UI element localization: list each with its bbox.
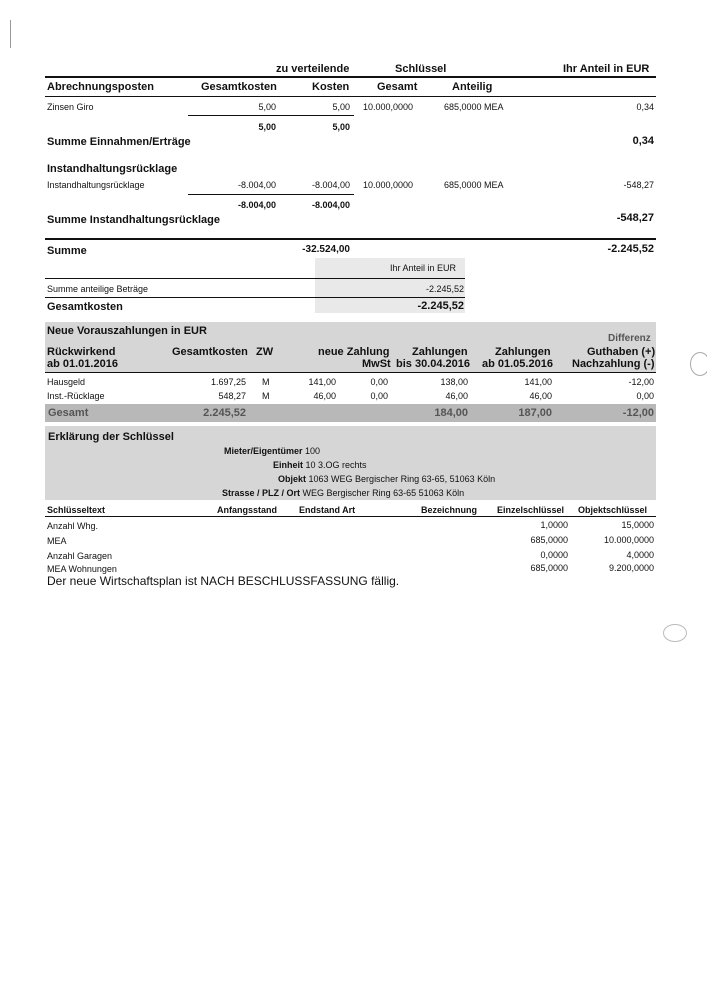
schluessel-row-einzel: 1,0000 [540,520,568,530]
vorauszahlungen-rule [45,372,656,373]
subtotal-rule [188,194,354,195]
vz-row-zw: M [262,391,270,401]
vz-total-bis: 184,00 [434,407,468,419]
col-zahlungen-ab: Zahlungen [495,346,551,358]
summe-einnahmen-label: Summe Einnahmen/Erträge [47,136,191,148]
schluessel-row-einzel: 0,0000 [540,550,568,560]
subtotal-kosten: -8.004,00 [311,200,350,210]
objekt-value: 1063 WEG Bergischer Ring 63-65, 51063 Köln [308,474,496,484]
anteil-box-rule [45,278,465,279]
objekt-label: Objekt [278,474,307,484]
col-schluesseltext: Schlüsseltext [47,505,106,515]
schluessel-row-einzel: 685,0000 [530,535,568,545]
section-heading: Instandhaltungsrücklage [47,163,178,175]
row-kosten: -8.004,00 [311,180,350,190]
row-gesamtkosten: -8.004,00 [237,180,276,190]
row-gesamt: 10.000,0000 [363,180,414,190]
punch-hole-mark [663,624,687,642]
col-header-schluessel: Schlüssel [395,63,447,75]
einheit-label: Einheit [273,460,304,470]
strasse-value: WEG Bergischer Ring 63-65 51063 Köln [302,488,465,498]
schluessel-row-objekt: 15,0000 [621,520,654,530]
vz-total-diff: -12,00 [622,407,654,419]
einheit-value: 10 3.OG rechts [305,460,367,470]
col-mwst: MwSt [362,358,391,370]
vz-total-gesamtkosten: 2.245,52 [203,407,246,419]
vz-row-diff: 0,00 [636,391,654,401]
col-zahlungen-bis-date: bis 30.04.2016 [396,358,471,370]
footer-note: Der neue Wirtschaftsplan ist NACH BESCHLUSSFASSUNG fällig. [47,574,400,588]
vz-row-ab: 141,00 [524,377,552,387]
vz-row-gesamtkosten: 1.697,25 [210,377,246,387]
row-label: Zinsen Giro [47,102,94,112]
objekt-line [278,474,495,484]
col-gesamtkosten: Gesamtkosten [172,346,248,358]
vz-row-neue-zahlung: 141,00 [308,377,336,387]
summe-label: Summe [47,245,87,257]
row-anteilig: 685,0000 MEA [444,180,504,190]
vz-row-gesamtkosten: 548,27 [218,391,246,401]
schluessel-rule [45,516,656,517]
summe-ihr-anteil: -548,27 [616,212,654,224]
schluessel-row-text: Anzahl Whg. [47,521,99,531]
vz-row-neue-zahlung: 46,00 [313,391,336,401]
col-header-gesamt: Gesamt [377,81,418,93]
vz-row-bis: 138,00 [440,377,468,387]
row-anteil: 0,34 [636,102,654,112]
col-rueckwirkend: Rückwirkend [47,346,116,358]
row-kosten: 5,00 [332,102,350,112]
row-label: Instandhaltungsrücklage [47,180,145,190]
row-gesamt: 10.000,0000 [363,102,414,112]
gesamtkosten-value: -2.245,52 [417,300,464,312]
subtotal-rule [188,115,354,116]
gesamtkosten-label: Gesamtkosten [47,301,123,313]
anteil-box-header: Ihr Anteil in EUR [390,263,457,273]
differenz-header: Differenz [608,333,651,344]
subtotal-kosten: 5,00 [332,122,350,132]
vz-row-zw: M [262,377,270,387]
subtotal-gesamtkosten: -8.004,00 [237,200,276,210]
col-header-ihr-anteil: Ihr Anteil in EUR [563,63,650,75]
row-anteil: -548,27 [623,180,654,190]
col-endstand-art: Endstand Art [299,505,356,515]
col-zahlungen-bis: Zahlungen [412,346,468,358]
row-gesamtkosten: 5,00 [258,102,276,112]
summe-einnahmen-anteil: 0,34 [632,135,654,147]
mieter-line [224,446,320,456]
summe-anteilige-label: Summe anteilige Beträge [47,284,149,294]
col-bezeichnung: Bezeichnung [421,505,478,515]
col-header-zu-verteilende: zu verteilende [276,63,350,75]
col-neue-zahlung: neue Zahlung [318,346,390,358]
summe-anteilige-value: -2.245,52 [425,284,464,294]
vz-total-ab: 187,00 [518,407,552,419]
col-rueckwirkend-date: ab 01.01.2016 [47,358,118,370]
col-objektschluessel: Objektschlüssel [578,505,648,515]
summe-rule [45,238,656,240]
punch-hole-mark [690,352,707,376]
schluessel-row-text: Anzahl Garagen [47,551,113,561]
subtotal-gesamtkosten: 5,00 [258,122,276,132]
vz-row-bis: 46,00 [445,391,468,401]
scan-edge-mark [10,20,11,48]
col-header-anteilig: Anteilig [452,81,493,93]
vz-total-bg [45,404,656,422]
col-zahlungen-ab-date: ab 01.05.2016 [482,358,553,370]
col-einzelschluessel: Einzelschlüssel [497,505,565,515]
schluessel-row-objekt: 9.200,0000 [608,563,654,573]
anteil-box-rule-2 [45,297,465,298]
vz-row-label: Hausgeld [47,377,86,387]
col-guthaben: Guthaben (+) [587,346,656,358]
erklaerung-title: Erklärung der Schlüssel [48,431,174,443]
row-anteilig: 685,0000 MEA [444,102,504,112]
schluessel-row-objekt: 10.000,0000 [603,535,654,545]
mieter-label: Mieter/Eigentümer [224,446,303,456]
summe-kosten: -32.524,00 [302,244,350,255]
schluessel-row-einzel: 685,0000 [530,563,568,573]
header-rule [45,76,656,78]
col-anfangsstand: Anfangsstand [217,505,278,515]
col-zw: ZW [256,346,274,358]
schluessel-row-text: MEA [47,536,67,546]
schluessel-row-objekt: 4,0000 [626,550,654,560]
col-nachzahlung: Nachzahlung (-) [572,358,655,370]
schluessel-row-text: MEA Wohnungen [47,564,117,574]
vz-row-diff: -12,00 [628,377,654,387]
vz-row-ab: 46,00 [529,391,552,401]
vorauszahlungen-title: Neue Vorauszahlungen in EUR [47,325,207,337]
einheit-line [273,460,367,470]
summe-ihr-label: Summe Instandhaltungsrücklage [47,214,220,226]
mieter-value: 100 [305,446,321,456]
vz-total-label: Gesamt [48,407,89,419]
header-rule-2 [45,96,656,97]
strasse-line [222,488,464,498]
strasse-label: Strasse / PLZ / Ort [222,488,301,498]
vz-row-mwst: 0,00 [370,377,388,387]
col-header-kosten: Kosten [312,81,350,93]
col-header-abrechnungsposten: Abrechnungsposten [47,81,154,93]
vz-row-label: Inst.-Rücklage [47,391,105,401]
vz-row-mwst: 0,00 [370,391,388,401]
col-header-gesamtkosten: Gesamtkosten [201,81,277,93]
summe-anteil: -2.245,52 [607,243,654,255]
